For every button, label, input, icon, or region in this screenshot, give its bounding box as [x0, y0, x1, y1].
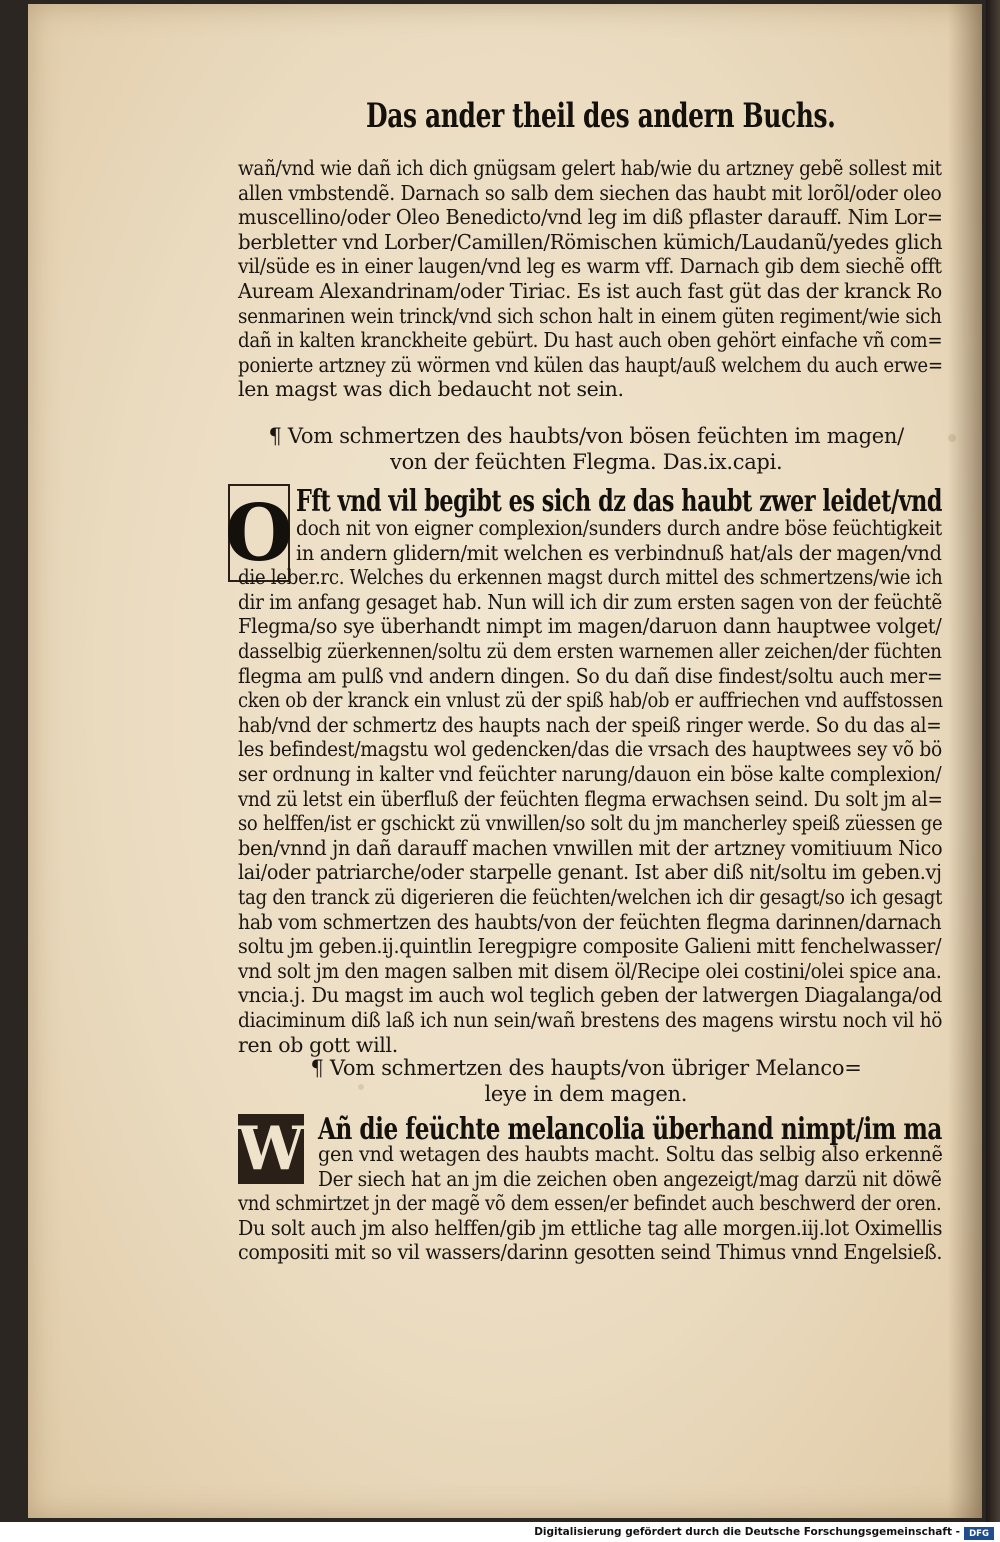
paper-spot	[358, 1084, 364, 1090]
paragraph-2-line: ser ordnung in kalter vnd feüchter narung/dauon ein böse kalte complexion/	[238, 762, 942, 786]
paragraph-1-line: wañ/vnd wie dañ ich dich gnügsam gelert hab/wie du artzney gebẽ sollest mit	[238, 156, 942, 180]
paragraph-2-line: les befindest/magstu wol gedencken/das die vrsach des hauptwees sey võ bö	[238, 737, 942, 762]
paragraph-2-line: vncia.j. Du magst im auch wol teglich geben der latwergen Diagalanga/od	[238, 983, 942, 1008]
paragraph-2-line: dir im anfang gesaget hab. Nun will ich dir zum ersten sagen von der feüchtẽ	[238, 589, 942, 614]
paragraph-2-line: doch nit von eigner complexion/sunders durch andre böse feüchtigkeit	[296, 516, 942, 540]
binding-gutter	[986, 0, 1000, 1522]
decorated-initial-w: W	[237, 1114, 305, 1184]
paragraph-2-line: in andern glidern/mit welchen es verbindnuß hat/als der magen/vnd	[296, 540, 942, 565]
footer-bar	[0, 1524, 1000, 1542]
paragraph-2-line: ben/vnnd jn dañ darauff machen vnwillen mit der artzney vomitiuum Nico	[238, 835, 943, 860]
paragraph-3-line: Du solt auch jm also helffen/gib jm ettliche tag alle morgen.iij.lot Oximellis	[238, 1215, 943, 1240]
paragraph-2-line: hab/vnd der schmertz des haupts nach der speiß ringer werde. So du das al=	[238, 712, 942, 737]
paragraph-2-line: flegma am pulß vnd andern dingen. So du dañ dise findest/soltu auch mer=	[238, 663, 943, 688]
page-edge-shadow	[948, 4, 982, 1518]
paragraph-2-line: Flegma/so sye überhandt nimpt im magen/daruon dann hauptwee volget/	[238, 614, 942, 639]
paragraph-2-line: hab vom schmertzen des haubts/von der feüchten flegma darinnen/darnach	[238, 909, 942, 934]
paragraph-2-line: cken ob der kranck ein vnlust zü der spiß hab/ob er auffriechen vnd auffstossen	[238, 688, 943, 713]
paragraph-1-line: Auream Alexandrinam/oder Tiriac. Es ist auch fast güt das der kranck Ro	[238, 279, 942, 303]
paragraph-2-line: dasselbig züerkennen/soltu zü dem ersten warnemen aller zeichen/der füchten	[238, 639, 942, 663]
heading-1-line: ¶ Vom schmertzen des haubts/von bösen feüchten im magen/	[268, 424, 904, 448]
paragraph-2-line: ren ob gott will.	[238, 1032, 398, 1057]
paragraph-2-line: so helffen/ist er gschickt zü vnwillen/so solt du jm mancherley speiß züessen ge	[238, 811, 943, 836]
paragraph-1-line: senmarinen wein trinck/vnd sich schon halt in einem güten regiment/wie sich	[238, 303, 942, 328]
paragraph-3-line: compositi mit so vil wassers/darinn gesotten seind Thimus vnnd Engelsieß.	[238, 1240, 943, 1265]
paragraph-1-line: muscellino/oder Oleo Benedicto/vnd leg im diß pflaster darauff. Nim Lor=	[238, 205, 943, 230]
paragraph-3-first-line: Añ die feüchte melancolia überhand nimpt/im ma	[318, 1112, 942, 1147]
paragraph-2-line: tag den tranck zü digerieren die feüchten/welchen ich dir gesagt/so ich gesagt	[238, 885, 943, 909]
heading-2-line: leye in dem magen.	[484, 1082, 688, 1106]
running-head: Das ander theil des andern Buchs.	[366, 96, 836, 136]
heading-2-line: ¶ Vom schmertzen des haupts/von übriger Melanco=	[310, 1056, 862, 1080]
dfg-logo: DFG	[964, 1527, 994, 1540]
paragraph-3-line: gen vnd wetagen des haubts macht. Soltu das selbig also erkennẽ	[318, 1142, 943, 1166]
paragraph-2-line: soltu jm geben.ij.quintlin Ieregpigre composite Galieni mitt fenchelwasser/	[238, 934, 942, 959]
paragraph-1-line: len magst was dich bedaucht not sein.	[238, 377, 624, 402]
paragraph-1-line: allen vmbstendẽ. Darnach so salb dem siechen das haubt mit lorõl/oder oleo	[238, 180, 942, 205]
paragraph-2-line: vnd zü letst ein überfluß der feüchten flegma erwachsen seind. Du solt jm al=	[238, 786, 943, 811]
paragraph-1-line: dañ in kalten kranckheite gebürt. Du hast auch oben gehört einfache vñ com=	[238, 328, 943, 353]
paragraph-1-line: berbletter vnd Lorber/Camillen/Römischen kümich/Laudanũ/yedes glich	[238, 229, 943, 254]
paper-spot	[948, 434, 956, 442]
paragraph-2-line: die leber.rc. Welches du erkennen magst durch mittel des schmertzens/wie ich	[238, 565, 943, 590]
funding-credit: Digitalisierung gefördert durch die Deutsche Forschungsgemeinschaft -	[534, 1526, 960, 1538]
decorated-initial-o: O	[228, 484, 290, 582]
paragraph-3-line: Der siech hat an jm die zeichen oben angezeigt/mag darzü nit döwẽ	[318, 1166, 942, 1191]
paragraph-2-first-line: Fft vnd vil begibt es sich dz das haubt zwer leidet/vnd	[296, 484, 943, 519]
paragraph-1-line: ponierte artzney zü wörmen vnd külen das haupt/auß welchem du auch erwe=	[238, 352, 943, 377]
paragraph-2-line: lai/oder patriarche/oder starpelle genant. Ist aber diß nit/soltu im geben.vj	[238, 860, 942, 885]
paragraph-3-line: vnd schmirtzet jn der magẽ võ dem essen/er befindet auch beschwerd der oren.	[238, 1191, 942, 1216]
heading-1-line: von der feüchten Flegma. Das.ix.capi.	[390, 450, 783, 474]
paragraph-2-line: diaciminum diß laß ich nun sein/wañ brestens des magens wirstu noch vil hö	[238, 1008, 943, 1032]
paragraph-2-line: vnd solt jm den magen salben mit disem öl/Recipe olei costini/olei spice ana.	[238, 958, 942, 983]
paragraph-1-line: vil/süde es in einer laugen/vnd leg es warm vff. Darnach gib dem siechẽ offt	[238, 254, 942, 279]
